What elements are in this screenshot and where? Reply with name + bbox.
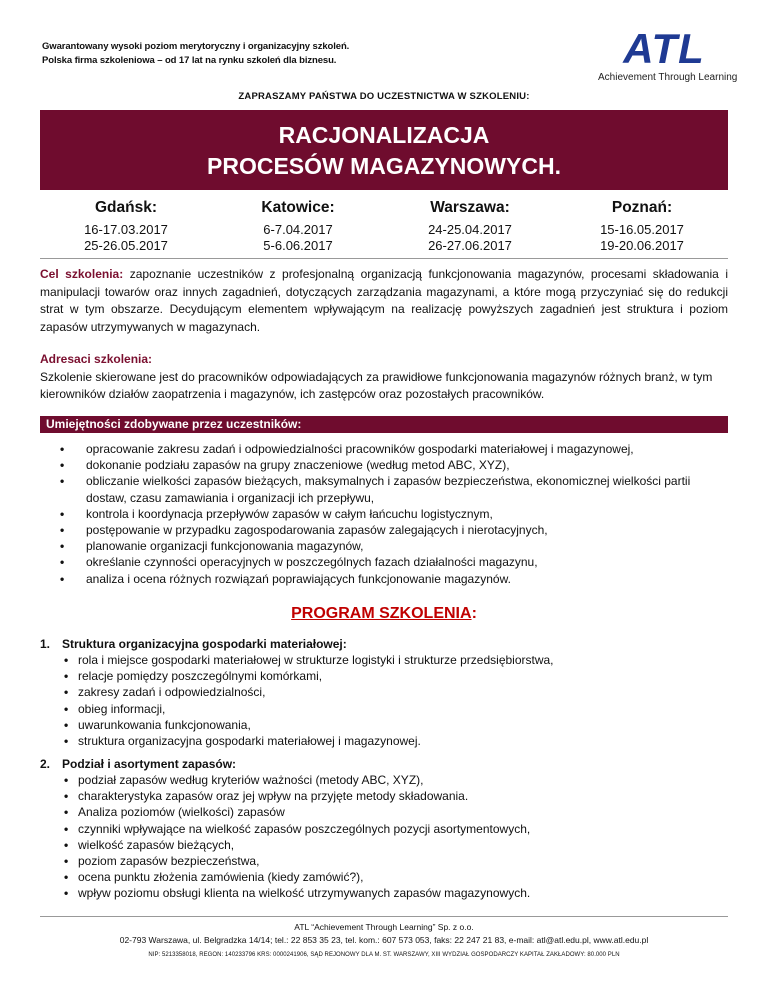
list-item: • wpływ poziomu obsługi klienta na wielkość utrzymywanych zapasów magazynowych. — [62, 885, 730, 901]
city-name: Poznań: — [611, 199, 673, 216]
city-date: 5-6.06.2017 — [263, 238, 333, 253]
section-title: Podział i asortyment zapasów: — [62, 757, 237, 771]
list-item: • ocena punktu złożenia zamówienia (kiedy zamówić?), — [62, 869, 730, 885]
program-title-colon: : — [471, 605, 477, 622]
list-item: • struktura organizacyjna gospodarki materiałowej i magazynowej. — [62, 733, 730, 749]
header-line-1: Gwarantowany wysoki poziom merytoryczny i organizacyjny szkoleń. — [42, 41, 350, 52]
list-item: • obieg informacji, — [62, 701, 730, 717]
city-name: Gdańsk: — [94, 199, 157, 216]
list-item: • Analiza poziomów (wielkości) zapasów — [62, 804, 730, 820]
skills-heading: Umiejętności zdobywane przez uczestników: — [40, 416, 728, 433]
list-item: • obliczanie wielkości zapasów bieżących, maksymalnych i zapasów bezpieczeństwa, ekonomicznej wielkości partii dostaw, czasu zamawiania i organizacji ich przepływu, — [70, 473, 730, 505]
list-item: • analiza i ocena różnych rozwiązań poprawiających funkcjonowanie magazynów. — [70, 571, 730, 587]
course-title-line-2: PROCESÓW MAGAZYNOWYCH. — [207, 153, 561, 179]
atl-logo — [598, 25, 738, 83]
program-section-1 — [40, 636, 730, 749]
city-poznan — [556, 200, 728, 254]
course-title-line-1: RACJONALIZACJA — [278, 122, 490, 148]
list-item: • opracowanie zakresu zadań i odpowiedzialności pracowników gospodarki materiałowej i magazynowej, — [70, 441, 730, 457]
divider — [40, 258, 728, 259]
list-item: • wielkość zapasów bieżących, — [62, 837, 730, 853]
skills-list — [70, 441, 730, 587]
city-date: 24-25.04.2017 — [428, 222, 512, 237]
list-item: • kontrola i koordynacja przepływów zapasów w całym łańcuchu logistycznym, — [70, 506, 730, 522]
city-name: Warszawa: — [430, 199, 510, 216]
list-item: • uwarunkowania funkcjonowania, — [62, 717, 730, 733]
logo-tagline: Achievement Through Learning — [598, 72, 738, 83]
section-heading — [40, 756, 730, 772]
list-item: • podział zapasów według kryteriów ważności (metody ABC, XYZ), — [62, 772, 730, 788]
city-date: 15-16.05.2017 — [600, 222, 684, 237]
city-katowice — [212, 200, 384, 254]
section-number: 1. — [40, 637, 51, 651]
city-date: 25-26.05.2017 — [84, 238, 168, 253]
footer-registration: NIP: 5213358018, REGON: 140233796 KRS: 0000241906, SĄD REJONOWY DLA M. ST. WARSZAWY, XIII WYDZIAŁ GOSPODARCZY KAPITAŁ ZAKŁADOWY: 80.000 PLN — [148, 952, 620, 958]
audience-text: Szkolenie skierowane jest do pracowników odpowiadających za prawidłowe funkcjonowania magazynów różnych branż, w tym kierowników działów zaopatrzenia i magazynów, ich zastępców oraz pozostałych pracowników. — [40, 369, 713, 401]
list-item: • poziom zapasów bezpieczeństwa, — [62, 853, 730, 869]
program-title-text: PROGRAM SZKOLENIA — [291, 605, 472, 622]
list-item: • rola i miejsce gospodarki materiałowej w strukturze logistyki i strukturze przedsiębiorstwa, — [62, 652, 730, 668]
city-warszawa — [384, 200, 556, 254]
city-date: 26-27.06.2017 — [428, 238, 512, 253]
section-heading — [40, 636, 730, 652]
list-item: • dokonanie podziału zapasów na grupy znaczeniowe (według metod ABC, XYZ), — [70, 457, 730, 473]
city-dates — [40, 200, 728, 254]
audience-label: Adresaci szkolenia: — [40, 352, 153, 366]
footer-contact: 02-793 Warszawa, ul. Belgradzka 14/14; tel.: 22 853 35 23, tel. kom.: 607 573 053, faks: 22 247 21 83, e-mail: atl@atl.edu.pl, www.atl.edu.pl — [119, 935, 649, 945]
footer-divider — [40, 916, 728, 917]
audience-paragraph — [40, 351, 728, 404]
city-date: 6-7.04.2017 — [263, 222, 333, 237]
logo-text: ATL — [623, 25, 705, 72]
list-item: • relacje pomiędzy poszczególnymi komórkami, — [62, 668, 730, 684]
city-date: 19-20.06.2017 — [600, 238, 684, 253]
goal-paragraph — [40, 266, 728, 336]
list-item: • zakresy zadań i odpowiedzialności, — [62, 684, 730, 700]
course-title-banner — [40, 110, 728, 190]
list-item: • określanie czynności operacyjnych w poszczególnych fazach działalności magazynu, — [70, 554, 730, 570]
section-number: 2. — [40, 757, 51, 771]
section-title: Struktura organizacyjna gospodarki materiałowej: — [62, 637, 347, 651]
program-section-2 — [40, 756, 730, 902]
program-title — [0, 605, 768, 623]
goal-label: Cel szkolenia: — [40, 267, 124, 281]
city-date: 16-17.03.2017 — [84, 222, 168, 237]
list-item: • postępowanie w przypadku zagospodarowania zapasów zalegających i nierotacyjnych, — [70, 522, 730, 538]
footer-company: ATL “Achievement Through Learning” Sp. z o.o. — [294, 922, 474, 932]
list-item: • planowanie organizacji funkcjonowania magazynów, — [70, 538, 730, 554]
invitation-text: ZAPRASZAMY PAŃSTWA DO UCZESTNICTWA W SZKOLENIU: — [238, 91, 530, 102]
list-item: • charakterystyka zapasów oraz jej wpływ na przyjęte metody składowania. — [62, 788, 730, 804]
header-line-2: Polska firma szkoleniowa – od 17 lat na rynku szkoleń dla biznesu. — [42, 55, 337, 66]
header-tagline — [42, 40, 349, 68]
city-name: Katowice: — [261, 199, 335, 216]
goal-text: zapoznanie uczestników z profesjonalną organizacją funkcjonowania magazynów, procesami składowania i manipulacji towarów oraz innych zagadnień, dotyczących zarządzania magazynami, a które mogą przyczyniać się do redukcji strat w tym obszarze. Decydującym elementem wpływającym na realizację powyższych zagadnień jest struktura i poziom zapasów utrzymywanych w magazynach. — [40, 267, 729, 334]
list-item: • czynniki wpływające na wielkość zapasów poszczególnych pozycji asortymentowych, — [62, 821, 730, 837]
city-gdansk — [40, 200, 212, 254]
